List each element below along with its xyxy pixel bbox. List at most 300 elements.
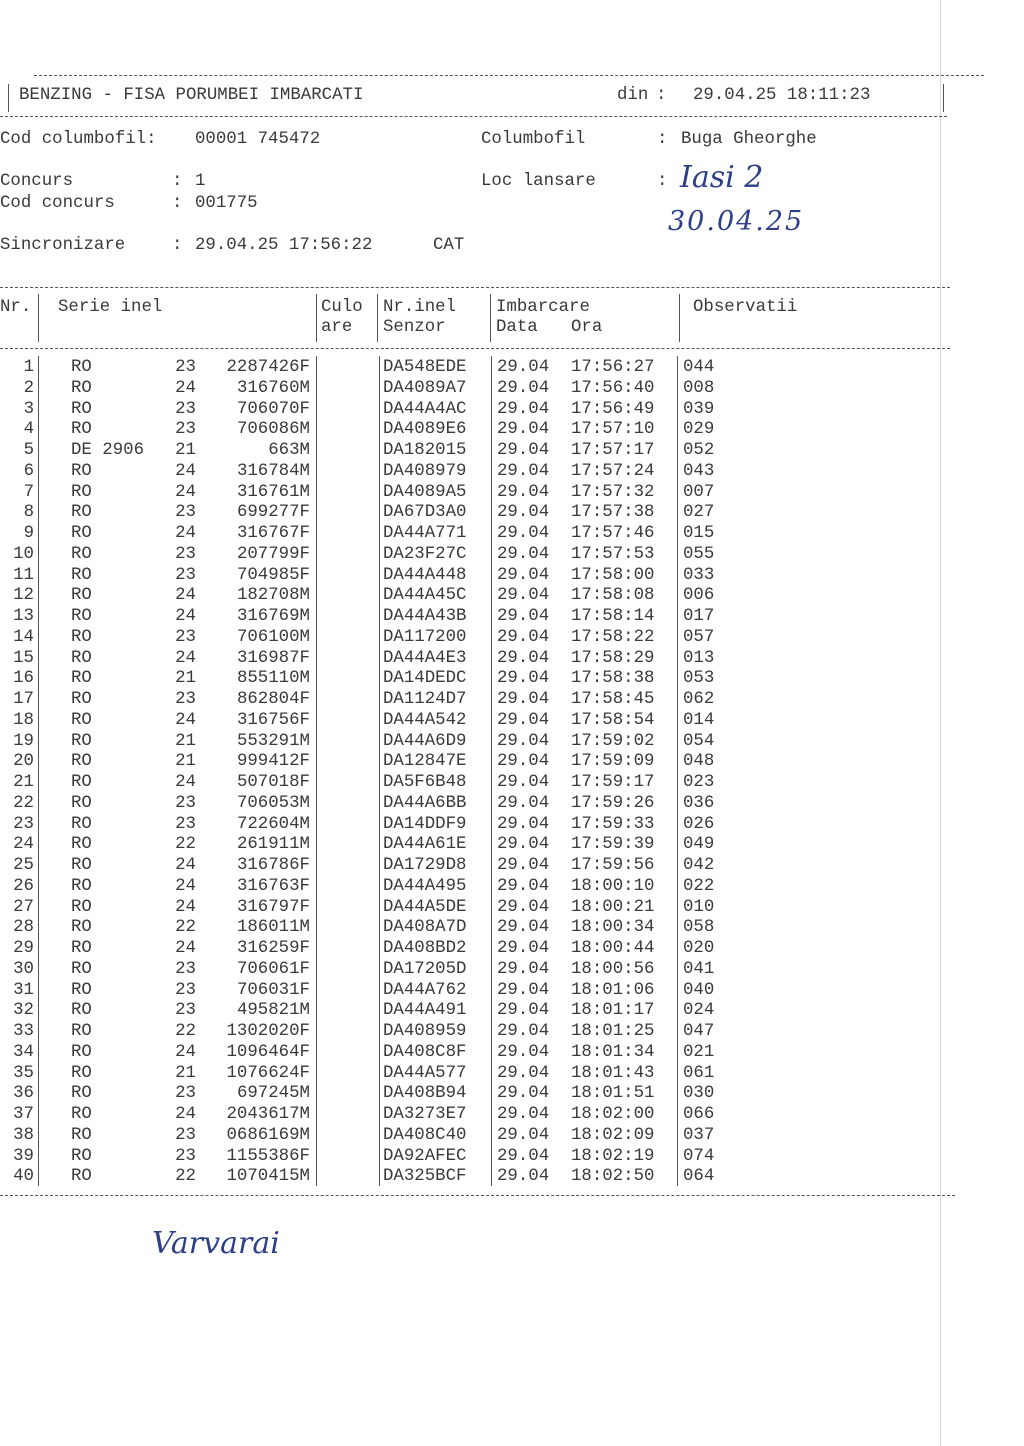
cell-tara: RO: [71, 503, 92, 522]
sep-senzor: [491, 356, 492, 1186]
loc-lansare-label: Loc lansare: [481, 172, 596, 191]
cell-senzor: DA325BCF: [383, 1167, 467, 1186]
cell-nr: 15: [13, 649, 34, 668]
cell-data: 29.04: [497, 711, 550, 730]
cell-data: 29.04: [497, 1126, 550, 1145]
cell-senzor: DA12847E: [383, 752, 467, 771]
cell-nr: 11: [13, 566, 34, 585]
cell-data: 29.04: [497, 752, 550, 771]
cell-obs: 064: [683, 1167, 715, 1186]
cell-obs: 023: [683, 773, 715, 792]
cell-data: 29.04: [497, 462, 550, 481]
cell-obs: 021: [683, 1043, 715, 1062]
sep-imbarcare-header: [679, 294, 680, 342]
cell-ora: 17:58:38: [571, 669, 655, 688]
cell-ora: 17:57:38: [571, 503, 655, 522]
cell-data: 29.04: [497, 649, 550, 668]
cell-ora: 17:58:08: [571, 586, 655, 605]
cell-obs: 055: [683, 545, 715, 564]
cell-serie: 706061F: [236, 960, 310, 979]
cod-concurs-value: 001775: [195, 194, 258, 213]
cell-serie: 704985F: [236, 566, 310, 585]
handwritten-date: 30.04.25: [668, 206, 805, 237]
cell-data: 29.04: [497, 1001, 550, 1020]
cell-obs: 053: [683, 669, 715, 688]
cell-serie: 316760M: [236, 379, 310, 398]
report-date-value: 29.04.25 18:11:23: [693, 86, 871, 105]
cell-ora: 17:59:17: [571, 773, 655, 792]
cell-tara: RO: [71, 794, 92, 813]
cell-nr: 20: [13, 752, 34, 771]
cell-an: 24: [175, 773, 196, 792]
cell-tara: RO: [71, 690, 92, 709]
cell-data: 29.04: [497, 835, 550, 854]
cell-nr: 36: [13, 1084, 34, 1103]
cell-nr: 2: [23, 379, 34, 398]
cell-data: 29.04: [497, 794, 550, 813]
cell-obs: 058: [683, 918, 715, 937]
cell-an: 21: [175, 732, 196, 751]
cell-ora: 17:58:54: [571, 711, 655, 730]
cell-data: 29.04: [497, 856, 550, 875]
cell-nr: 35: [13, 1064, 34, 1083]
cell-senzor: DA4089A5: [383, 483, 467, 502]
cell-ora: 17:59:09: [571, 752, 655, 771]
cell-an: 23: [175, 566, 196, 585]
cell-data: 29.04: [497, 773, 550, 792]
cell-data: 29.04: [497, 628, 550, 647]
cell-obs: 044: [683, 358, 715, 377]
cell-serie: 1155386F: [226, 1147, 310, 1166]
cell-nr: 28: [13, 918, 34, 937]
cell-obs: 006: [683, 586, 715, 605]
cell-tara: RO: [71, 877, 92, 896]
cell-data: 29.04: [497, 1084, 550, 1103]
cell-ora: 18:00:21: [571, 898, 655, 917]
columbofil-label: Columbofil: [481, 130, 586, 149]
cell-ora: 18:00:44: [571, 939, 655, 958]
cell-serie: 706070F: [236, 400, 310, 419]
cell-senzor: DA44A762: [383, 981, 467, 1000]
cell-tara: RO: [71, 815, 92, 834]
cell-data: 29.04: [497, 690, 550, 709]
cell-an: 21: [175, 752, 196, 771]
cell-ora: 18:01:25: [571, 1022, 655, 1041]
concurs-label: Concurs: [0, 172, 74, 191]
cell-data: 29.04: [497, 877, 550, 896]
cell-serie: 0686169M: [226, 1126, 310, 1145]
cell-nr: 27: [13, 898, 34, 917]
cell-obs: 062: [683, 690, 715, 709]
cell-senzor: DA4089A7: [383, 379, 467, 398]
report-date-label: din: [617, 86, 649, 105]
cell-data: 29.04: [497, 981, 550, 1000]
cell-obs: 036: [683, 794, 715, 813]
cell-ora: 18:00:56: [571, 960, 655, 979]
cell-senzor: DA44A4E3: [383, 649, 467, 668]
cell-nr: 14: [13, 628, 34, 647]
cell-tara: RO: [71, 898, 92, 917]
cell-serie: 207799F: [236, 545, 310, 564]
loc-lansare-handwritten: Iasi 2: [680, 160, 764, 195]
cell-an: 23: [175, 981, 196, 1000]
cell-obs: 007: [683, 483, 715, 502]
cell-data: 29.04: [497, 483, 550, 502]
cell-serie: 1302020F: [226, 1022, 310, 1041]
cell-serie: 697245M: [236, 1084, 310, 1103]
cell-nr: 9: [23, 524, 34, 543]
cell-data: 29.04: [497, 815, 550, 834]
cell-serie: 855110M: [236, 669, 310, 688]
cell-ora: 18:02:09: [571, 1126, 655, 1145]
header-bottom-rule: [0, 116, 947, 117]
cell-ora: 18:02:50: [571, 1167, 655, 1186]
col-header-ora: Ora: [571, 318, 603, 337]
cell-obs: 042: [683, 856, 715, 875]
cell-tara: RO: [71, 732, 92, 751]
cell-senzor: DA44A45C: [383, 586, 467, 605]
cell-serie: 2287426F: [226, 358, 310, 377]
cell-an: 23: [175, 1084, 196, 1103]
cell-an: 24: [175, 524, 196, 543]
cell-data: 29.04: [497, 524, 550, 543]
cell-serie: 722604M: [236, 815, 310, 834]
sep-imbarcare: [677, 356, 678, 1186]
cell-serie: 316769M: [236, 607, 310, 626]
cell-data: 29.04: [497, 441, 550, 460]
cell-ora: 17:58:45: [571, 690, 655, 709]
cell-obs: 039: [683, 400, 715, 419]
cell-ora: 17:58:22: [571, 628, 655, 647]
cell-nr: 7: [23, 483, 34, 502]
cell-tara: RO: [71, 524, 92, 543]
cell-senzor: DA17205D: [383, 960, 467, 979]
cell-tara: RO: [71, 1147, 92, 1166]
cell-senzor: DA408B94: [383, 1084, 467, 1103]
cell-data: 29.04: [497, 379, 550, 398]
sincronizare-label: Sincronizare: [0, 236, 126, 255]
cell-senzor: DA117200: [383, 628, 467, 647]
cell-obs: 040: [683, 981, 715, 1000]
sep-serie: [316, 356, 317, 1186]
cell-serie: 1070415M: [226, 1167, 310, 1186]
cell-ora: 18:01:43: [571, 1064, 655, 1083]
cell-obs: 010: [683, 898, 715, 917]
cell-an: 23: [175, 503, 196, 522]
cell-an: 23: [175, 1147, 196, 1166]
cell-ora: 17:57:24: [571, 462, 655, 481]
cell-an: 23: [175, 815, 196, 834]
cell-obs: 033: [683, 566, 715, 585]
cell-ora: 17:59:26: [571, 794, 655, 813]
cell-obs: 052: [683, 441, 715, 460]
col-header-imbarcare: Imbarcare: [496, 298, 590, 317]
cell-serie: 1096464F: [226, 1043, 310, 1062]
cell-data: 29.04: [497, 732, 550, 751]
cell-tara: DE 2906: [71, 441, 145, 460]
cell-ora: 18:02:00: [571, 1105, 655, 1124]
loc-lansare-sep: :: [657, 172, 668, 191]
cell-an: 23: [175, 400, 196, 419]
cell-obs: 022: [683, 877, 715, 896]
cell-data: 29.04: [497, 1147, 550, 1166]
cell-serie: 316259F: [236, 939, 310, 958]
col-header-serie: Serie inel: [58, 298, 163, 317]
cell-tara: RO: [71, 586, 92, 605]
cell-an: 23: [175, 545, 196, 564]
cell-an: 23: [175, 960, 196, 979]
cell-obs: 047: [683, 1022, 715, 1041]
cell-an: 21: [175, 669, 196, 688]
cell-tara: RO: [71, 1022, 92, 1041]
cell-obs: 061: [683, 1064, 715, 1083]
cell-nr: 18: [13, 711, 34, 730]
cell-an: 24: [175, 939, 196, 958]
header-top-rule: [34, 75, 984, 76]
cell-serie: 186011M: [236, 918, 310, 937]
cell-serie: 699277F: [236, 503, 310, 522]
cell-ora: 18:01:34: [571, 1043, 655, 1062]
cell-an: 21: [175, 441, 196, 460]
cell-tara: RO: [71, 939, 92, 958]
cell-serie: 999412F: [236, 752, 310, 771]
sincronizare-value: 29.04.25 17:56:22: [195, 236, 373, 255]
cell-senzor: DA44A491: [383, 1001, 467, 1020]
report-title: BENZING - FISA PORUMBEI IMBARCATI: [19, 86, 364, 105]
cell-tara: RO: [71, 1105, 92, 1124]
cell-ora: 17:57:32: [571, 483, 655, 502]
cell-data: 29.04: [497, 960, 550, 979]
cell-senzor: DA408C8F: [383, 1043, 467, 1062]
cell-nr: 1: [23, 358, 34, 377]
cell-ora: 17:56:27: [571, 358, 655, 377]
sincronizare-tz: CAT: [433, 236, 465, 255]
cell-serie: 261911M: [236, 835, 310, 854]
cell-nr: 3: [23, 400, 34, 419]
cell-data: 29.04: [497, 420, 550, 439]
cell-an: 24: [175, 1043, 196, 1062]
cell-serie: 706100M: [236, 628, 310, 647]
cell-serie: 316763F: [236, 877, 310, 896]
cell-data: 29.04: [497, 1043, 550, 1062]
cell-senzor: DA3273E7: [383, 1105, 467, 1124]
cell-serie: 663M: [268, 441, 310, 460]
cell-data: 29.04: [497, 358, 550, 377]
cell-nr: 37: [13, 1105, 34, 1124]
cell-obs: 013: [683, 649, 715, 668]
cell-obs: 026: [683, 815, 715, 834]
cell-data: 29.04: [497, 607, 550, 626]
cell-an: 24: [175, 711, 196, 730]
cell-an: 22: [175, 1022, 196, 1041]
cell-nr: 5: [23, 441, 34, 460]
cell-an: 23: [175, 420, 196, 439]
cell-ora: 17:57:53: [571, 545, 655, 564]
cell-obs: 020: [683, 939, 715, 958]
cell-senzor: DA44A771: [383, 524, 467, 543]
cell-obs: 037: [683, 1126, 715, 1145]
table-top-rule: [0, 287, 950, 288]
cell-data: 29.04: [497, 566, 550, 585]
cell-an: 24: [175, 877, 196, 896]
cell-senzor: DA44A6BB: [383, 794, 467, 813]
cell-senzor: DA1124D7: [383, 690, 467, 709]
cell-senzor: DA408979: [383, 462, 467, 481]
cell-serie: 862804F: [236, 690, 310, 709]
cell-obs: 048: [683, 752, 715, 771]
concurs-sep: :: [172, 172, 183, 191]
cell-serie: 316786F: [236, 856, 310, 875]
header-left-border: [8, 84, 9, 112]
cell-nr: 22: [13, 794, 34, 813]
cell-senzor: DA408C40: [383, 1126, 467, 1145]
cod-concurs-sep: :: [172, 194, 183, 213]
cell-data: 29.04: [497, 669, 550, 688]
cell-ora: 18:00:34: [571, 918, 655, 937]
cell-obs: 054: [683, 732, 715, 751]
cell-senzor: DA44A495: [383, 877, 467, 896]
cell-an: 22: [175, 918, 196, 937]
cell-tara: RO: [71, 981, 92, 1000]
cell-an: 23: [175, 1001, 196, 1020]
col-header-data: Data: [496, 318, 538, 337]
cell-senzor: DA408BD2: [383, 939, 467, 958]
table-bottom-rule: [0, 1195, 955, 1196]
cell-ora: 18:02:19: [571, 1147, 655, 1166]
cell-serie: 706053M: [236, 794, 310, 813]
cell-an: 23: [175, 690, 196, 709]
cell-nr: 39: [13, 1147, 34, 1166]
concurs-value: 1: [195, 172, 206, 191]
cell-senzor: DA44A5DE: [383, 898, 467, 917]
cell-ora: 17:57:17: [571, 441, 655, 460]
columbofil-sep: :: [657, 130, 668, 149]
cell-ora: 17:56:49: [571, 400, 655, 419]
cell-nr: 40: [13, 1167, 34, 1186]
cell-an: 24: [175, 379, 196, 398]
cell-obs: 043: [683, 462, 715, 481]
cell-serie: 316767F: [236, 524, 310, 543]
cell-nr: 17: [13, 690, 34, 709]
cell-nr: 4: [23, 420, 34, 439]
cell-senzor: DA1729D8: [383, 856, 467, 875]
cell-tara: RO: [71, 628, 92, 647]
cell-obs: 027: [683, 503, 715, 522]
col-header-observatii: Observatii: [693, 298, 798, 317]
cell-senzor: DA67D3A0: [383, 503, 467, 522]
cell-ora: 18:01:17: [571, 1001, 655, 1020]
cod-columbofil-value: 00001 745472: [195, 130, 321, 149]
cell-senzor: DA44A577: [383, 1064, 467, 1083]
cell-obs: 024: [683, 1001, 715, 1020]
cell-ora: 17:57:46: [571, 524, 655, 543]
col-header-nrinel-1: Nr.inel: [383, 298, 457, 317]
cell-an: 24: [175, 462, 196, 481]
cell-tara: RO: [71, 462, 92, 481]
cell-tara: RO: [71, 856, 92, 875]
cell-tara: RO: [71, 918, 92, 937]
header-right-border: [943, 84, 944, 112]
cell-serie: 706031F: [236, 981, 310, 1000]
cell-serie: 706086M: [236, 420, 310, 439]
cell-serie: 182708M: [236, 586, 310, 605]
cell-senzor: DA14DEDC: [383, 669, 467, 688]
cell-tara: RO: [71, 752, 92, 771]
cell-tara: RO: [71, 1064, 92, 1083]
cell-nr: 10: [13, 545, 34, 564]
cell-an: 24: [175, 607, 196, 626]
cell-tara: RO: [71, 1167, 92, 1186]
cell-tara: RO: [71, 607, 92, 626]
cell-data: 29.04: [497, 1167, 550, 1186]
cell-tara: RO: [71, 566, 92, 585]
cell-serie: 316761M: [236, 483, 310, 502]
cell-senzor: DA44A542: [383, 711, 467, 730]
cell-an: 24: [175, 483, 196, 502]
table-header-rule: [0, 348, 950, 349]
cell-data: 29.04: [497, 1064, 550, 1083]
cell-senzor: DA23F27C: [383, 545, 467, 564]
cell-an: 23: [175, 794, 196, 813]
col-header-nr: Nr.: [0, 298, 32, 317]
cell-nr: 30: [13, 960, 34, 979]
cell-tara: RO: [71, 1126, 92, 1145]
cod-concurs-label: Cod concurs: [0, 194, 115, 213]
cell-senzor: DA44A43B: [383, 607, 467, 626]
cell-ora: 17:58:00: [571, 566, 655, 585]
sincronizare-sep: :: [172, 236, 183, 255]
cell-ora: 17:59:56: [571, 856, 655, 875]
cell-nr: 33: [13, 1022, 34, 1041]
cell-senzor: DA44A61E: [383, 835, 467, 854]
cell-nr: 6: [23, 462, 34, 481]
cell-tara: RO: [71, 420, 92, 439]
cell-senzor: DA5F6B48: [383, 773, 467, 792]
cell-data: 29.04: [497, 1022, 550, 1041]
cell-tara: RO: [71, 773, 92, 792]
cell-serie: 316784M: [236, 462, 310, 481]
cell-tara: RO: [71, 711, 92, 730]
cell-senzor: DA14DDF9: [383, 815, 467, 834]
cell-data: 29.04: [497, 400, 550, 419]
cell-ora: 17:57:10: [571, 420, 655, 439]
cell-an: 24: [175, 586, 196, 605]
cell-an: 23: [175, 1126, 196, 1145]
cell-senzor: DA408A7D: [383, 918, 467, 937]
cell-serie: 316797F: [236, 898, 310, 917]
cell-tara: RO: [71, 483, 92, 502]
cell-nr: 34: [13, 1043, 34, 1062]
cell-data: 29.04: [497, 503, 550, 522]
sep-nr: [38, 356, 39, 1186]
cell-serie: 316987F: [236, 649, 310, 668]
page-edge: [940, 0, 941, 1446]
cell-tara: RO: [71, 400, 92, 419]
cell-obs: 015: [683, 524, 715, 543]
cell-an: 24: [175, 898, 196, 917]
cell-nr: 23: [13, 815, 34, 834]
cell-senzor: DA408959: [383, 1022, 467, 1041]
cell-tara: RO: [71, 1001, 92, 1020]
cell-senzor: DA92AFEC: [383, 1147, 467, 1166]
cell-obs: 049: [683, 835, 715, 854]
cell-senzor: DA182015: [383, 441, 467, 460]
sep-serie-header: [316, 294, 317, 342]
cell-an: 21: [175, 1064, 196, 1083]
cell-nr: 24: [13, 835, 34, 854]
cell-nr: 8: [23, 503, 34, 522]
cell-tara: RO: [71, 669, 92, 688]
